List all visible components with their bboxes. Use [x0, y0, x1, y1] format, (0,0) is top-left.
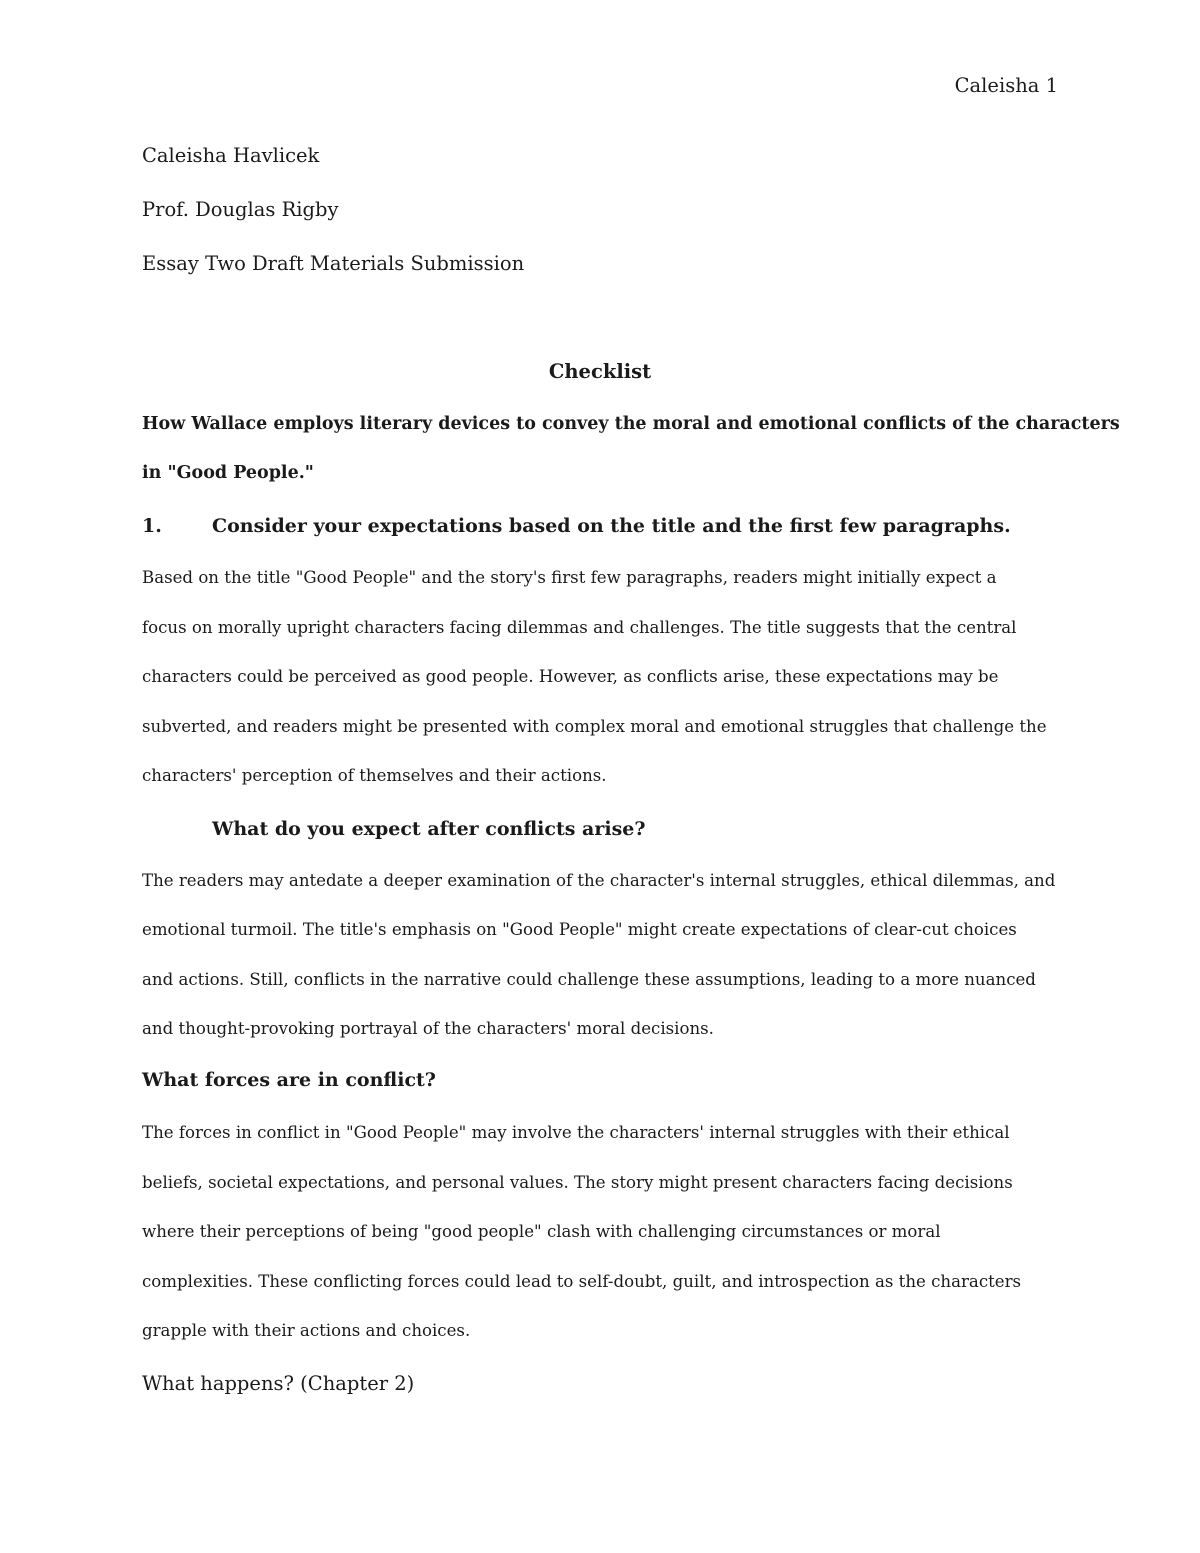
section-heading: What happens? (Chapter 2): [142, 1372, 415, 1395]
paragraph-line: grapple with their actions and choices.: [142, 1321, 471, 1340]
paragraph-line: beliefs, societal expectations, and personal values. The story might present characters facing decisions: [142, 1173, 1013, 1192]
section-number: 1.: [142, 515, 162, 537]
paragraph-line: The forces in conflict in "Good People" may involve the characters' internal struggles with their ethical: [142, 1123, 1010, 1142]
paragraph-line: Based on the title "Good People" and the story's first few paragraphs, readers might initially expect a: [142, 568, 997, 587]
paragraph-line: characters' perception of themselves and their actions.: [142, 766, 607, 785]
section-heading: What do you expect after conflicts arise?: [212, 818, 646, 840]
paragraph-line: focus on morally upright characters facing dilemmas and challenges. The title suggests that the central: [142, 618, 1017, 637]
page-title: Checklist: [548, 360, 652, 383]
thesis-line: in "Good People.": [142, 463, 314, 483]
running-head: Caleisha 1: [954, 74, 1058, 97]
paragraph-line: and actions. Still, conflicts in the narrative could challenge these assumptions, leading to a more nuanced: [142, 970, 1036, 989]
paragraph-line: emotional turmoil. The title's emphasis on "Good People" might create expectations of clear-cut choices: [142, 920, 1017, 939]
paragraph-line: where their perceptions of being "good people" clash with challenging circumstances or moral: [142, 1222, 941, 1241]
student-name: Caleisha Havlicek: [142, 144, 320, 167]
paragraph-line: The readers may antedate a deeper examination of the character's internal struggles, ethical dilemmas, and: [142, 871, 1056, 890]
paragraph-line: characters could be perceived as good people. However, as conflicts arise, these expectations may be: [142, 667, 999, 686]
section-heading: What forces are in conflict?: [142, 1069, 436, 1091]
paragraph-line: subverted, and readers might be presented with complex moral and emotional struggles that challenge the: [142, 717, 1047, 736]
thesis-line: How Wallace employs literary devices to convey the moral and emotional conflicts of the characters: [142, 414, 1120, 434]
section-heading: Consider your expectations based on the title and the first few paragraphs.: [212, 515, 1011, 537]
thesis-statement: [142, 400, 1120, 498]
paragraph-line: and thought-provoking portrayal of the characters' moral decisions.: [142, 1019, 714, 1038]
assignment-name: Essay Two Draft Materials Submission: [142, 252, 525, 275]
professor-name: Prof. Douglas Rigby: [142, 198, 339, 221]
paragraph-line: complexities. These conflicting forces could lead to self-doubt, guilt, and introspection as the characters: [142, 1272, 1022, 1291]
